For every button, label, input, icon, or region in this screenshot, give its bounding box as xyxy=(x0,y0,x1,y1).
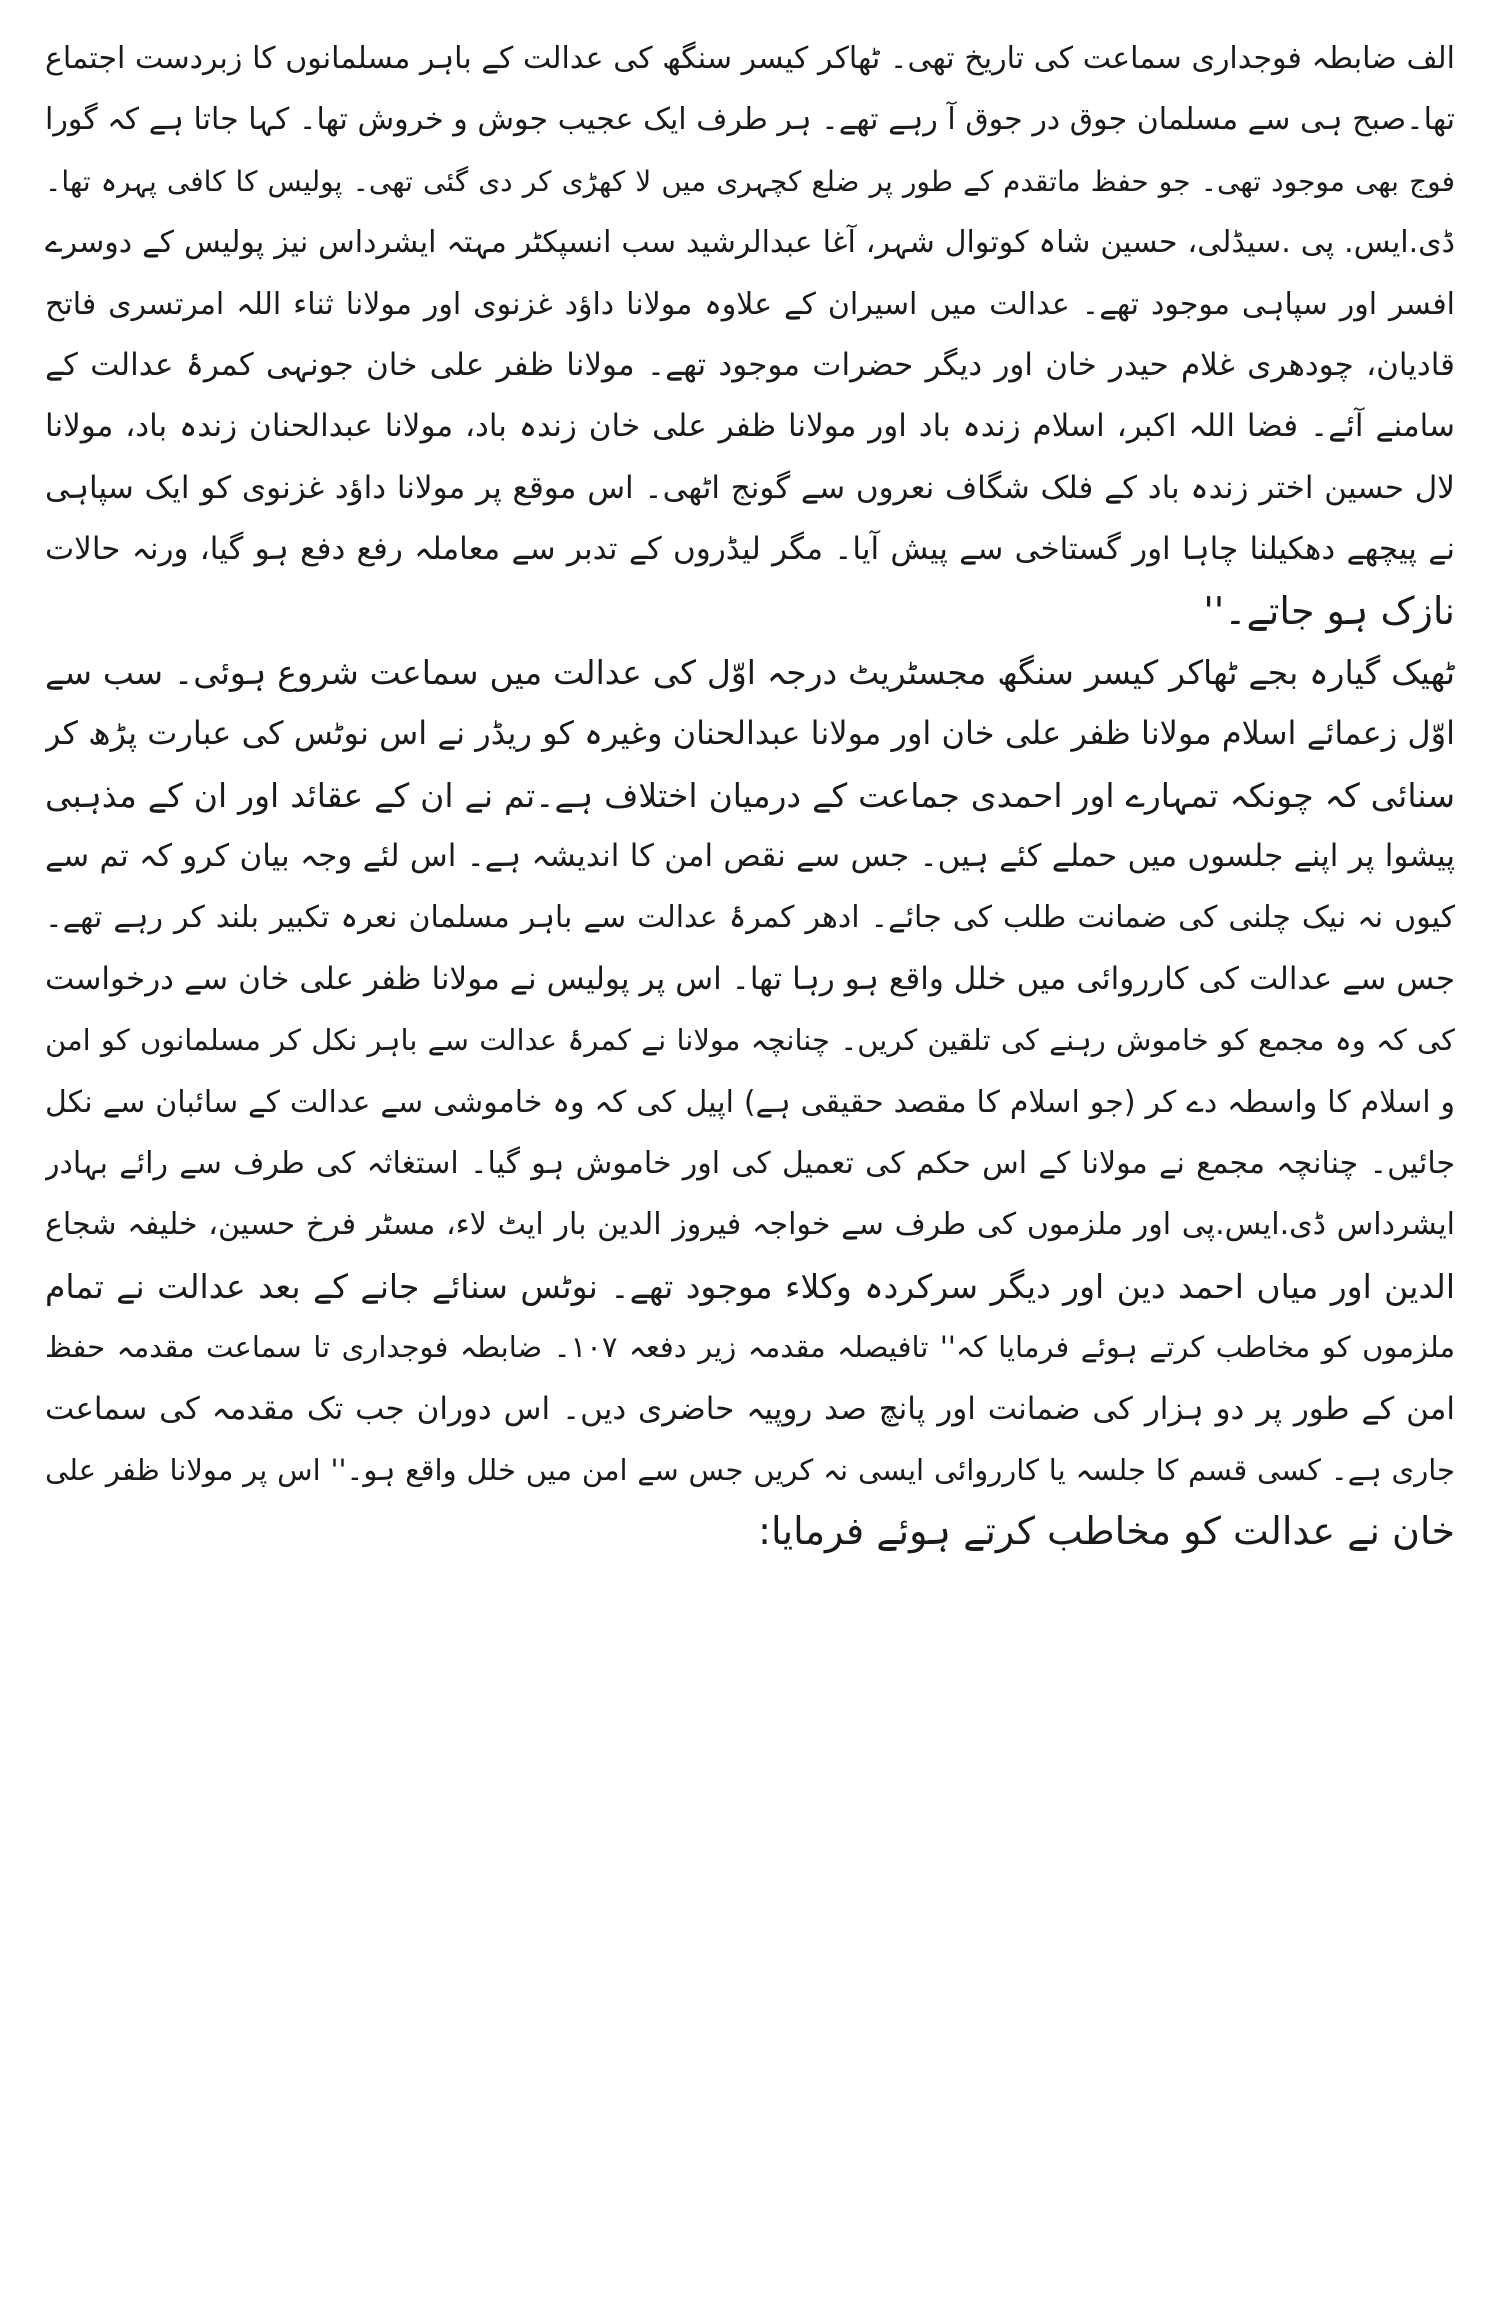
text-line: خان نے عدالت کو مخاطب کرتے ہوئے فرمایا: xyxy=(758,1509,1455,1554)
text-line: الف ضابطہ فوجداری سماعت کی تاریخ تھی۔ ٹھاکر کیسر سنگھ کی عدالت کے باہر مسلمانوں کا زبردست اجتماع xyxy=(45,41,1455,76)
text-line: جاری ہے۔ کسی قسم کا جلسہ یا کارروائی ایسی نہ کریں جس سے امن میں خلل واقع ہو۔'' اس پر مولانا ظفر علی xyxy=(45,1452,1455,1487)
text-line: لال حسین اختر زندہ باد کے فلک شگاف نعروں سے گونج اٹھی۔ اس موقع پر مولانا داؤد غزنوی کو ایک سپاہی xyxy=(45,469,1455,506)
text-line: ملزموں کو مخاطب کرتے ہوئے فرمایا کہ'' تافیصلہ مقدمہ زیر دفعہ ۱۰۷۔ ضابطہ فوجداری تا سماعت مقدمہ حفظ xyxy=(45,1330,1455,1365)
paragraph-2 xyxy=(45,642,1455,1563)
text-line: نازک ہو جاتے۔'' xyxy=(1203,588,1455,633)
text-line: جائیں۔ چنانچہ مجمع نے مولانا کے اس حکم کی تعمیل کی اور خاموش ہو گیا۔ استغاثہ کی طرف سے رائے بہادر xyxy=(45,1146,1455,1182)
text-line: کی کہ وہ مجمع کو خاموش رہنے کی تلقین کریں۔ چنانچہ مولانا نے کمرۂ عدالت سے باہر نکل کر مسلمانوں کو امن xyxy=(45,1023,1455,1058)
text-line: نے پیچھے دھکیلنا چاہا اور گستاخی سے پیش آیا۔ مگر لیڈروں کے تدبر سے معاملہ رفع دفع ہو گیا، ورنہ حالات xyxy=(45,531,1455,568)
text-line: امن کے طور پر دو ہزار کی ضمانت اور پانچ صد روپیہ حاضری دیں۔ اس دوران جب تک مقدمہ کی سماعت xyxy=(45,1390,1455,1427)
text-line: قادیان، چودھری غلام حیدر خان اور دیگر حضرات موجود تھے۔ مولانا ظفر علی خان جونہی کمرۂ عدالت کے xyxy=(45,346,1455,383)
document-page xyxy=(45,28,1455,1563)
text-line: فوج بھی موجود تھی۔ جو حفظ ماتقدم کے طور پر ضلع کچہری میں لا کھڑی کر دی گئی تھی۔ پولیس کا کافی پہرہ تھا۔ xyxy=(45,164,1455,198)
text-line: و اسلام کا واسطہ دے کر (جو اسلام کا مقصد حقیقی ہے) اپیل کی کہ وہ خاموشی سے عدالت کے سائبان سے نکل xyxy=(45,1084,1455,1120)
text-line: پیشوا پر اپنے جلسوں میں حملے کئے ہیں۔ جس سے نقص امن کا اندیشہ ہے۔ اس لئے وجہ بیان کرو کہ تم سے xyxy=(45,838,1455,875)
text-line: اوّل زعمائے اسلام مولانا ظفر علی خان اور مولانا عبدالحنان وغیرہ کو ریڈر نے اس نوٹس کی عبارت پڑھ کر xyxy=(45,714,1455,753)
text-line: ایشرداس ڈی.ایس.پی اور ملزموں کی طرف سے خواجہ فیروز الدین بار ایٹ لاء، مسٹر فرخ حسین، خلیفہ شجاع xyxy=(45,1207,1455,1243)
text-line: الدین اور میاں احمد دین اور دیگر سرکردہ وکلاء موجود تھے۔ نوٹس سنائے جانے کے بعد عدالت نے تمام xyxy=(45,1266,1455,1306)
text-line: کیوں نہ نیک چلنی کی ضمانت طلب کی جائے۔ ادھر کمرۂ عدالت سے باہر مسلمان نعرہ تکبیر بلند کر رہے تھے۔ xyxy=(45,900,1455,936)
text-line: سنائی کہ چونکہ تمہارے اور احمدی جماعت کے درمیان اختلاف ہے۔تم نے ان کے عقائد اور ان کے مذہبی xyxy=(45,775,1455,815)
text-line: تھا۔صبح ہی سے مسلمان جوق در جوق آ رہے تھے۔ ہر طرف ایک عجیب جوش و خروش تھا۔ کہا جاتا ہے کہ گورا xyxy=(45,102,1455,138)
text-line: افسر اور سپاہی موجود تھے۔ عدالت میں اسیران کے علاوہ مولانا داؤد غزنوی اور مولانا ثناء اللہ امرتسری فاتح xyxy=(45,286,1455,322)
text-line: ٹھیک گیارہ بجے ٹھاکر کیسر سنگھ مجسٹریٹ درجہ اوّل کی عدالت میں سماعت شروع ہوئی۔ سب سے xyxy=(45,652,1455,692)
text-line: سامنے آئے۔ فضا اللہ اکبر، اسلام زندہ باد اور مولانا ظفر علی خان زندہ باد، مولانا عبدالحنان زندہ باد، مولانا xyxy=(45,408,1455,445)
text-line: ڈی.ایس. پی .سیڈلی، حسین شاہ کوتوال شہر، آغا عبدالرشید سب انسپکٹر مہتہ ایشرداس نیز پولیس کے دوسرے xyxy=(45,225,1455,261)
paragraph-1 xyxy=(45,28,1455,642)
text-line: جس سے عدالت کی کارروائی میں خلل واقع ہو رہا تھا۔ اس پر پولیس نے مولانا ظفر علی خان سے درخواست xyxy=(45,960,1455,997)
